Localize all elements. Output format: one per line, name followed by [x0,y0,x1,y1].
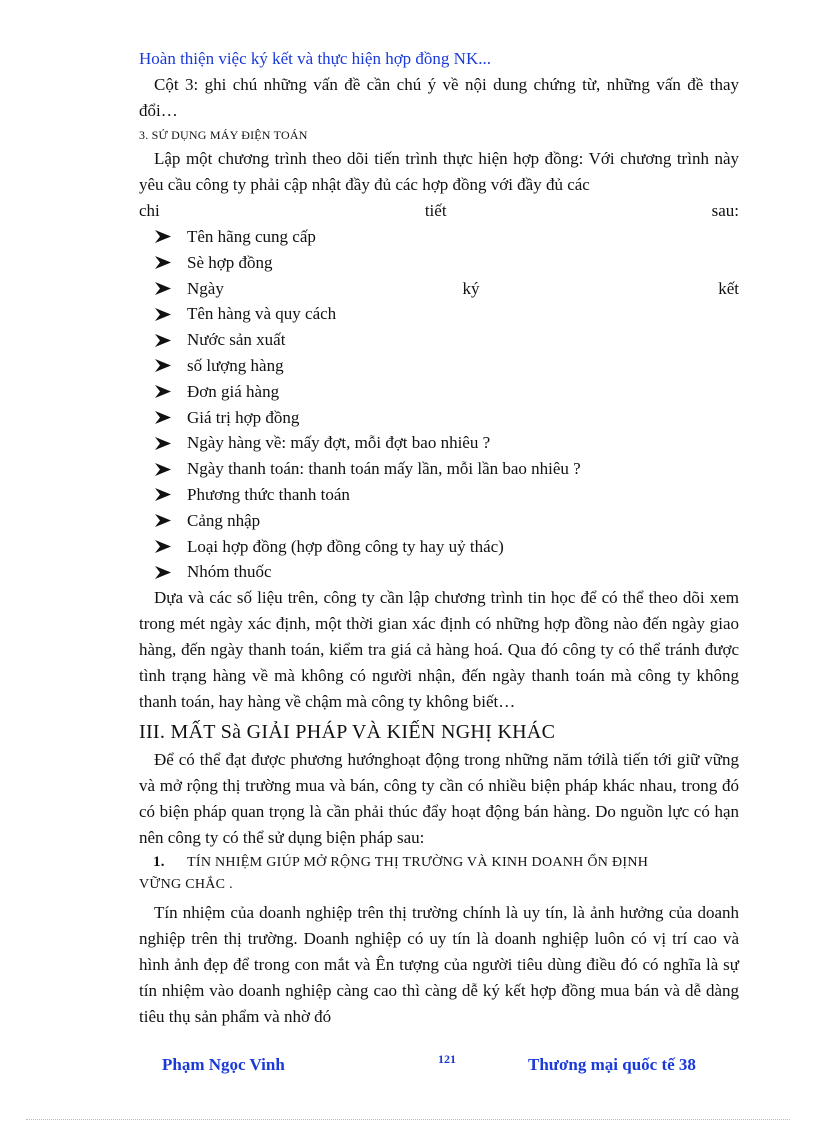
list-item: Loại hợp đồng (hợp đồng công ty hay uỷ thác) [139,534,739,560]
subsection-1-heading-cont: VỮNG CHẮC . [139,877,233,893]
arrowhead-bullet-icon [153,384,173,399]
arrowhead-bullet-icon [153,255,173,270]
arrowhead-bullet-icon [153,307,173,322]
list-item: Đơn giá hàng [139,379,739,405]
page-footer [0,1052,816,1080]
list-item: Ngày thanh toán: thanh toán mấy lần, mỗi lần bao nhiêu ? [139,456,739,482]
arrowhead-bullet-icon [153,281,173,296]
bottom-dotted-divider [26,1119,790,1120]
list-item: Tên hàng và quy cách [139,301,739,327]
list-item: Cảng nhập [139,508,739,534]
arrowhead-bullet-icon [153,358,173,373]
list-item: Phương thức thanh toán [139,482,739,508]
arrowhead-bullet-icon [153,410,173,425]
section-III-paragraph: Để có thể đạt được phương hướnghoạt động trong những năm tớilà tiến tới giữ vững và mở rộng thị trường mua và bán, công ty cần có nhiều biện pháp khác nhau, trong đó có biện pháp quan trọng là cần phải thúc đẩy hoạt động bán hàng. Do nguồn lực có hạn nên công ty có thể sử dụng biện pháp sau: [139,750,739,848]
intro-word-3: sau: [711,201,739,220]
section3-heading: 3. SỬ DỤNG MÁY ĐIỆN TOÁN [139,128,308,142]
col3-note: Cột 3: ghi chú những vấn đề cần chú ý về nội dung chứng từ, những vấn đề thay đổi… [139,75,739,120]
arrowhead-bullet-icon [153,513,173,528]
section-III-heading: III. MẤT Sà GIẢI PHÁP VÀ KIẾN NGHỊ KHÁC [139,721,556,744]
paragraph-after-list: Dựa và các số liệu trên, công ty cần lập chương trình tin học để có thể theo dõi xem trong mét ngày xác định, một thời gian xác định có những hợp đồng nào đến ngày giao hàng, đến ngày thanh toán, kiểm tra giá cả hàng hoá. Qua đó công ty có thể tránh được tình trạng hàng về mà không có người nhận, đến ngày thanh toán mà công ty không thanh toán, hay hàng về chậm mà công ty không biết… [139,588,739,712]
list-item: Tên hãng cung cấp [139,224,739,250]
intro-word-2: tiết [424,201,447,220]
arrowhead-bullet-icon [153,436,173,451]
intro-last-line [139,198,739,224]
footer-course: Thương mại quốc tế 38 [528,1055,696,1074]
subsection-title-a: TÍN NHIỆM GIÚP MỞ RỘNG THỊ TRƯỜNG VÀ KINH DOANH ỔN ĐỊNH [187,855,649,871]
list-item: Giá trị hợp đồng [139,405,739,431]
list-item-spread: Ngày ký kết [187,278,739,298]
contract-details-list [139,224,739,585]
footer-page-number: 121 [438,1052,456,1066]
document-page [139,46,739,1030]
arrowhead-bullet-icon [153,487,173,502]
arrowhead-bullet-icon [153,539,173,554]
intro-word-1: chi [139,201,160,220]
top-line: Hoàn thiện việc ký kết và thực hiện hợp đồng NK... [139,49,491,68]
footer-author: Phạm Ngọc Vinh [162,1055,285,1074]
arrowhead-bullet-icon [153,333,173,348]
intro-paragraph: Lập một chương trình theo dõi tiến trình thực hiện hợp đồng: Với chương trình này yêu cầu công ty phải cập nhật đầy đủ các hợp đồng với đầy đủ các [139,149,739,194]
subsection-1-heading [139,851,739,874]
list-item: Ngày hàng về: mấy đợt, mỗi đợt bao nhiêu ? [139,430,739,456]
list-item: Nhóm thuốc [139,559,739,585]
list-item: Sè hợp đồng [139,250,739,276]
subsection-number: 1. [153,854,165,871]
list-item: số lượng hàng [139,353,739,379]
list-item: Nước sản xuất [139,327,739,353]
final-paragraph: Tín nhiệm của doanh nghiệp trên thị trường chính là uy tín, là ảnh hưởng của doanh nghiệp trên thị trường. Doanh nghiệp có uy tín là doanh nghiệp luôn có vị trí cao và hình ảnh đẹp để trong con mắt và Ên tượng của người tiêu dùng điều đó có nghĩa là sự tín nhiệm vào doanh nghiệp càng cao thì càng dễ ký kết hợp đồng mua bán và dễ dàng tiêu thụ sản phẩm và nhờ đó [139,903,739,1027]
arrowhead-bullet-icon [153,565,173,580]
list-item [139,276,739,302]
arrowhead-bullet-icon [153,462,173,477]
arrowhead-bullet-icon [153,229,173,244]
